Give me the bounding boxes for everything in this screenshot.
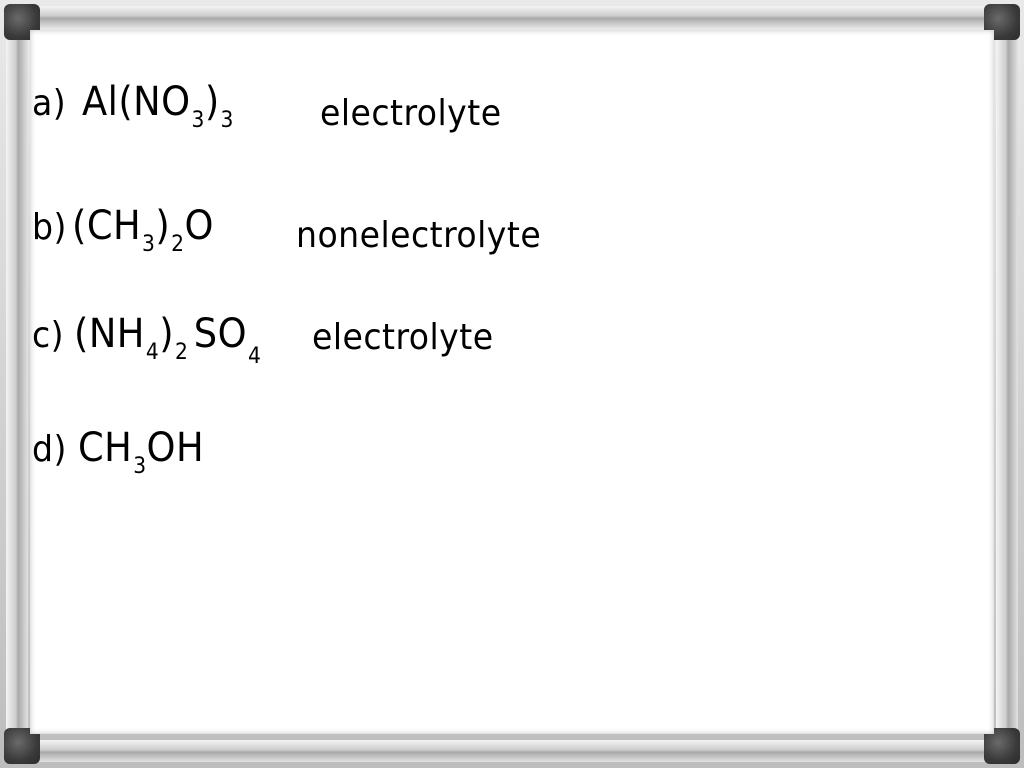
frame-right-rail: [996, 30, 1018, 738]
frame-bottom-rail: [30, 740, 994, 762]
frame-left-rail: [6, 30, 28, 738]
item-d-formula: $CH_3OH$: [78, 425, 205, 479]
whiteboard-surface: [30, 30, 994, 734]
item-c-classification: electrolyte: [312, 317, 494, 358]
item-a-label: a): [32, 83, 67, 124]
item-c-formula: $(NH_4)_2$ $SO_4$: [74, 311, 262, 369]
item-a-classification: electrolyte: [320, 93, 502, 134]
frame-top-rail: [30, 6, 994, 28]
item-c-label: c): [32, 315, 65, 356]
item-a-formula: $Al(NO_3)_3$: [82, 79, 234, 133]
item-d-label: d): [32, 429, 67, 470]
item-b-formula: $(CH_3)_2O$: [72, 203, 214, 257]
item-b-label: b): [32, 207, 67, 248]
item-b-classification: nonelectrolyte: [296, 215, 542, 256]
